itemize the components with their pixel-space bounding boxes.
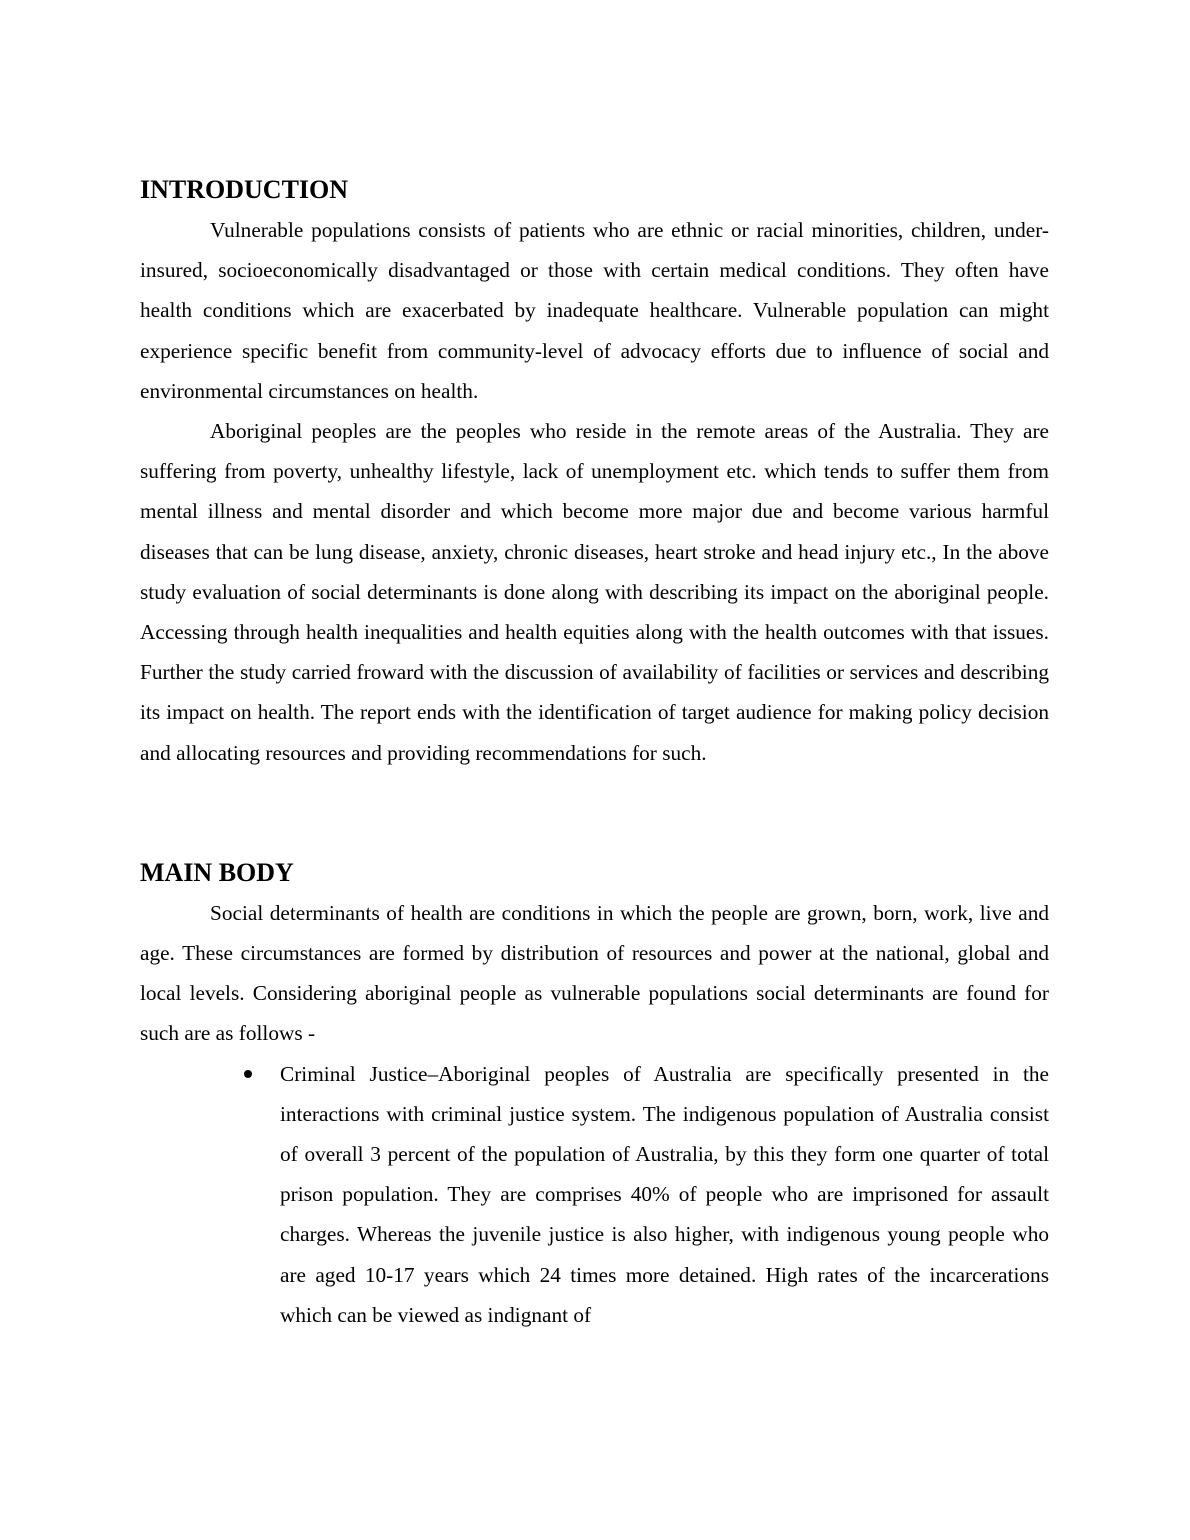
main-body-paragraph-1: Social determinants of health are conditions in which the people are grown, born, work, live and age. These circumstances are formed by distribution of resources and power at the national, global and local levels. Considering aboriginal people as vulnerable populations social determinants are found for such are as follows -: [140, 900, 1049, 1046]
introduction-paragraph-2: Aboriginal peoples are the peoples who reside in the remote areas of the Australia. They are suffering from poverty, unhealthy lifestyle, lack of unemployment etc. which tends to suffer them from mental illness and mental disorder and which become more major due and become various harmful diseases that can be lung disease, anxiety, chronic diseases, heart stroke and head injury etc., In the above study evaluation of social determinants is done along with describing its impact on the aboriginal people. Accessing through health inequalities and health equities along with the health outcomes with that issues. Further the study carried froward with the discussion of availability of facilities or services and describing its impact on health. The report ends with the identification of target audience for making policy decision and allocating resources and providing recommendations for such.: [140, 419, 1049, 765]
bullet-icon: [244, 1070, 252, 1078]
introduction-paragraph-1: Vulnerable populations consists of patients who are ethnic or racial minorities, children, under-insured, socioeconomically disadvantaged or those with certain medical conditions. They often have health conditions which are exacerbated by inadequate healthcare. Vulnerable population can might experience specific benefit from community-level of advocacy efforts due to influence of social and environmental circumstances on health.: [140, 218, 1049, 403]
list-item-text: Criminal Justice–Aboriginal peoples of Australia are specifically presented in the interactions with criminal justice system. The indigenous population of Australia consist of overall 3 percent of the population of Australia, by this they form one quarter of total prison population. They are comprises 40% of people who are imprisoned for assault charges. Whereas the juvenile justice is also higher, with indigenous young people who are aged 10-17 years which 24 times more detained. High rates of the incarcerations which can be viewed as indignant of: [280, 1061, 1049, 1327]
document-page: [140, 170, 1049, 1335]
introduction-section: [140, 170, 1049, 773]
introduction-heading: INTRODUCTION: [140, 175, 349, 204]
section-spacer: [140, 773, 1049, 853]
list-item-criminal-justice: [280, 1054, 1049, 1335]
main-body-heading: MAIN BODY: [140, 857, 294, 887]
main-body-section: [140, 853, 1049, 1335]
determinants-list: [140, 1054, 1049, 1335]
